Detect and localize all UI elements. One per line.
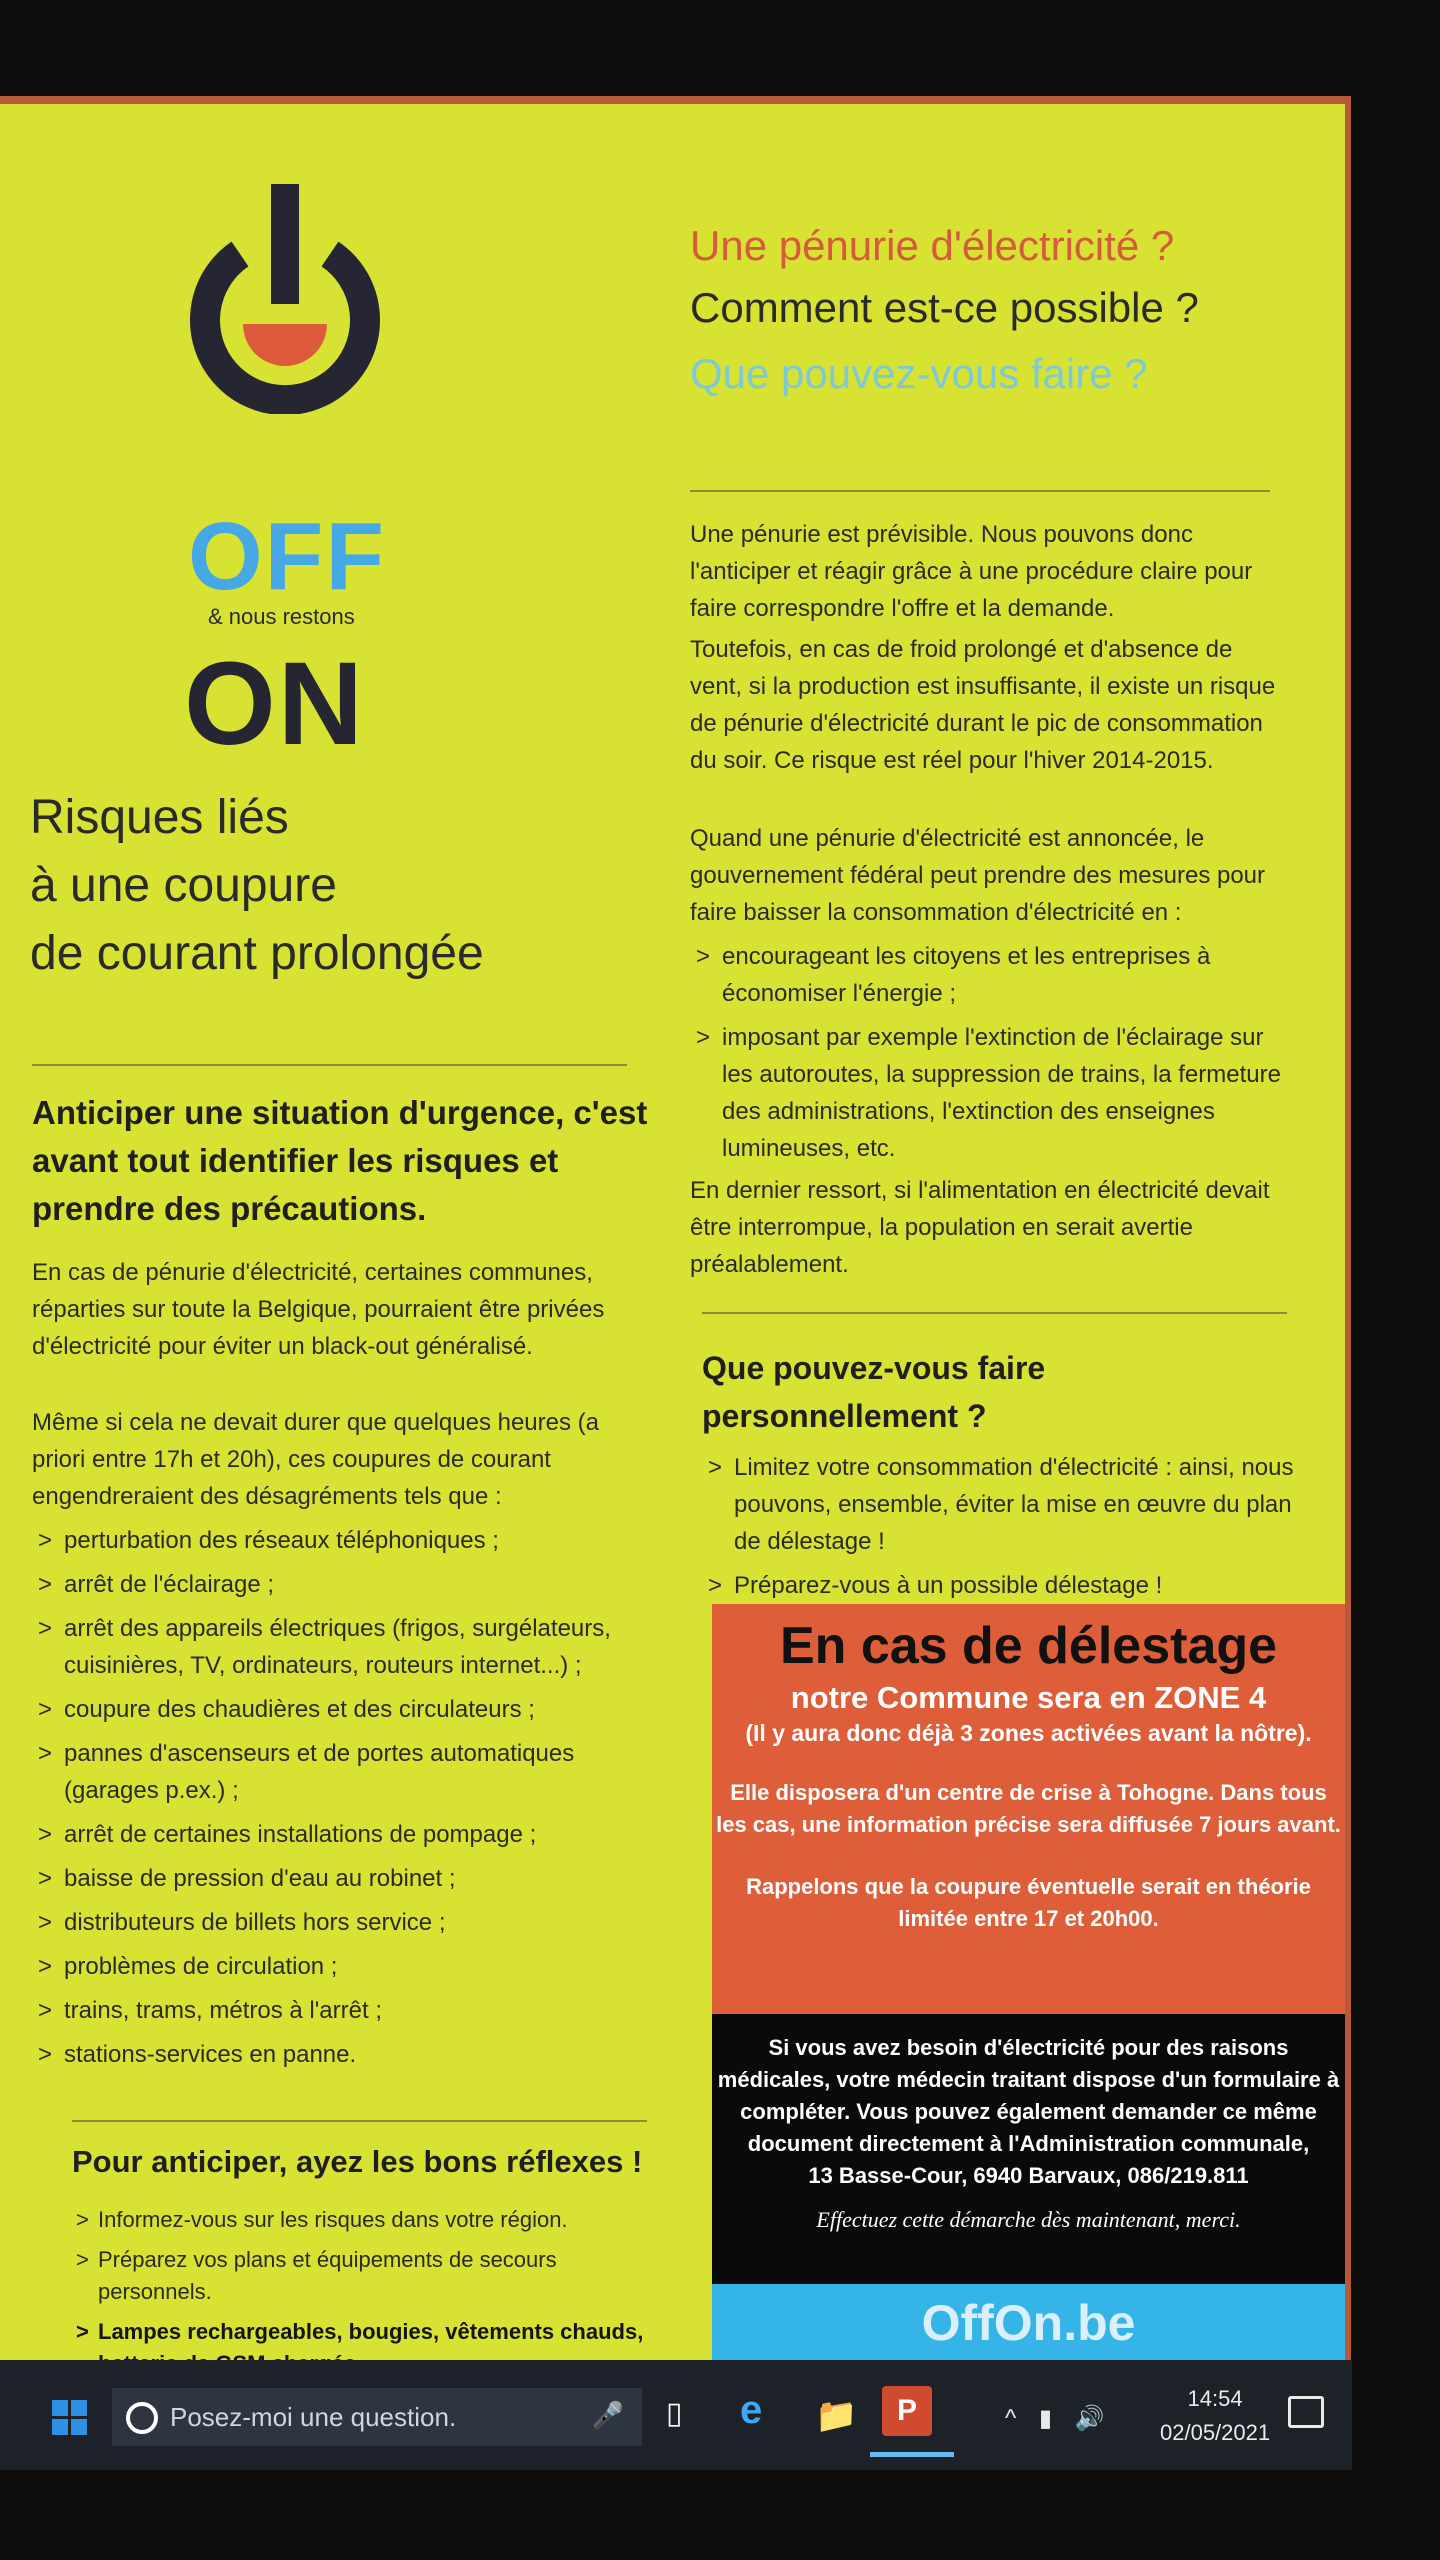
clock-time: 14:54 <box>1187 2386 1243 2411</box>
divider <box>702 1312 1287 1314</box>
clock-date: 02/05/2021 <box>1160 2420 1271 2445</box>
windows-taskbar <box>0 2360 1352 2470</box>
left-column <box>0 104 690 2409</box>
medical-note: Effectuez cette démarche dès maintenant, merci. <box>816 2207 1241 2232</box>
medical-info-box <box>712 2014 1345 2284</box>
logo-sub-text: & nous restons <box>208 604 355 629</box>
question-how: Comment est-ce possible ? <box>690 284 1199 331</box>
poster-screen <box>0 96 1351 2409</box>
list-item: > Préparez vos plans et équipements de secours personnels. <box>72 2244 652 2308</box>
list-item: > pannes d'ascenseurs et de portes automatiques (garages p.ex.) ; <box>32 1735 652 1809</box>
right-paragraph-3: Quand une pénurie d'électricité est annoncée, le gouvernement fédéral peut prendre des mesures pour faire baisser la consommation d'électricité en : <box>690 825 1266 926</box>
medical-text: Si vous avez besoin d'électricité pour des raisons médicales, votre médecin traitant dispose d'un formulaire à compléter. Vous pouvez également demander ce même document directement à l'Administration communale, <box>717 2035 1340 2156</box>
list-item: > arrêt de l'éclairage ; <box>32 1566 652 1603</box>
question-shortage: Une pénurie d'électricité ? <box>690 222 1175 269</box>
list-item: > Informez-vous sur les risques dans votre région. <box>72 2204 652 2236</box>
reflex-heading: Pour anticiper, ayez les bons réflexes ! <box>72 2144 643 2179</box>
address-text: 13 Basse-Cour, 6940 Barvaux, 086/219.811 <box>808 2163 1249 2188</box>
time-window-text: Rappelons que la coupure éventuelle serait en théorie limitée entre 17 et 20h00. <box>746 1874 1311 1931</box>
list-item: > Préparez-vous à un possible délestage ! <box>702 1567 1312 1604</box>
load-shedding-title: En cas de délestage <box>779 1617 1278 1675</box>
logo-off-text: OFF <box>188 503 386 610</box>
zone-text: notre Commune sera en ZONE 4 <box>790 1680 1267 1715</box>
power-icon <box>185 184 385 414</box>
windows-start-icon[interactable] <box>52 2400 88 2436</box>
divider <box>72 2120 647 2122</box>
edge-icon[interactable]: e <box>740 2388 763 2432</box>
list-item: > problèmes de circulation ; <box>32 1948 652 1985</box>
divider <box>690 490 1270 492</box>
left-paragraph-2: Même si cela ne devait durer que quelques heures (a priori entre 17h et 20h), ces coupures de courant engendreraient des désagréments tels que : <box>32 1409 599 1510</box>
list-item: > Limitez votre consommation d'électricité : ainsi, nous pouvons, ensemble, éviter la mise en œuvre du plan de délestage ! <box>702 1449 1312 1560</box>
right-paragraph-4: En dernier ressort, si l'alimentation en électricité devait être interrompue, la population en serait avertie préalablement. <box>690 1177 1270 1278</box>
risks-title: Risques liés à une coupure de courant prolongée <box>30 791 484 980</box>
anticipate-heading: Anticiper une situation d'urgence, c'est avant tout identifier les risques et prendre des précautions. <box>32 1094 648 1227</box>
task-view-icon[interactable]: ▯ <box>666 2397 683 2430</box>
right-paragraph-2: Toutefois, en cas de froid prolongé et d'absence de vent, si la production est insuffisante, il existe un risque de pénurie d'électricité durant le pic de consommation du soir. Ce risque est réel pour l'hiver 2014-2015. <box>690 636 1276 774</box>
list-item: > trains, trams, métros à l'arrêt ; <box>32 1992 652 2029</box>
divider <box>32 1064 627 1066</box>
right-paragraph-1: Une pénurie est prévisible. Nous pouvons donc l'anticiper et réagir grâce à une procédure claire pour faire correspondre l'offre et la demande. <box>690 521 1253 622</box>
clock[interactable] <box>1160 2382 1270 2450</box>
microphone-icon[interactable]: 🎤 <box>591 2400 624 2430</box>
off-on-logo <box>170 184 400 770</box>
search-placeholder: Posez-moi une question. <box>170 2402 457 2432</box>
personal-action-heading: Que pouvez-vous faire personnellement ? <box>702 1350 1046 1434</box>
system-tray-icons[interactable]: ^ ▮ 🔊 <box>1005 2405 1113 2432</box>
measures-list <box>690 938 1300 1174</box>
website-text: OffOn.be <box>921 2295 1136 2351</box>
right-column <box>690 104 1345 2409</box>
question-what: Que pouvez-vous faire ? <box>690 350 1148 397</box>
list-item: > coupure des chaudières et des circulateurs ; <box>32 1691 652 1728</box>
list-item: > distributeurs de billets hors service ; <box>32 1904 652 1941</box>
disruption-list <box>32 1522 652 2080</box>
list-item: > perturbation des réseaux téléphoniques ; <box>32 1522 652 1559</box>
cortana-icon <box>126 2402 158 2434</box>
list-item: > encourageant les citoyens et les entreprises à économiser l'énergie ; <box>690 938 1300 1012</box>
list-item: > Lampes rechargeables, bougies, vêtements chauds, <box>72 2316 652 2380</box>
load-shedding-box <box>712 1604 1345 2014</box>
list-item: > arrêt des appareils électriques (frigos, surgélateurs, cuisinières, TV, ordinateurs, routeurs internet...) ; <box>32 1610 652 1684</box>
active-app-indicator <box>870 2452 954 2457</box>
list-item: > stations-services en panne. <box>32 2036 652 2073</box>
list-item: > baisse de pression d'eau au robinet ; <box>32 1860 652 1897</box>
file-explorer-icon[interactable]: 📁 <box>815 2397 858 2435</box>
search-box[interactable] <box>112 2388 642 2446</box>
personal-list <box>702 1449 1312 1611</box>
crisis-center-text: Elle disposera d'un centre de crise à Tohogne. Dans tous les cas, une information précise sera diffusée 7 jours avant. <box>716 1780 1341 1837</box>
list-item: > arrêt de certaines installations de pompage ; <box>32 1816 652 1853</box>
notification-icon[interactable] <box>1288 2396 1324 2428</box>
list-item: > imposant par exemple l'extinction de l'éclairage sur les autoroutes, la suppression de trains, la fermeture des administrations, l'extinction des enseignes lumineuses, etc. <box>690 1019 1300 1167</box>
left-paragraph-1: En cas de pénurie d'électricité, certaines communes, réparties sur toute la Belgique, pourraient être privées d'électricité pour éviter un black-out généralisé. <box>32 1259 605 1360</box>
zone-note: (Il y aura donc déjà 3 zones activées avant la nôtre). <box>745 1720 1312 1746</box>
powerpoint-icon[interactable]: P <box>882 2386 932 2436</box>
logo-on-text: ON <box>184 638 365 770</box>
